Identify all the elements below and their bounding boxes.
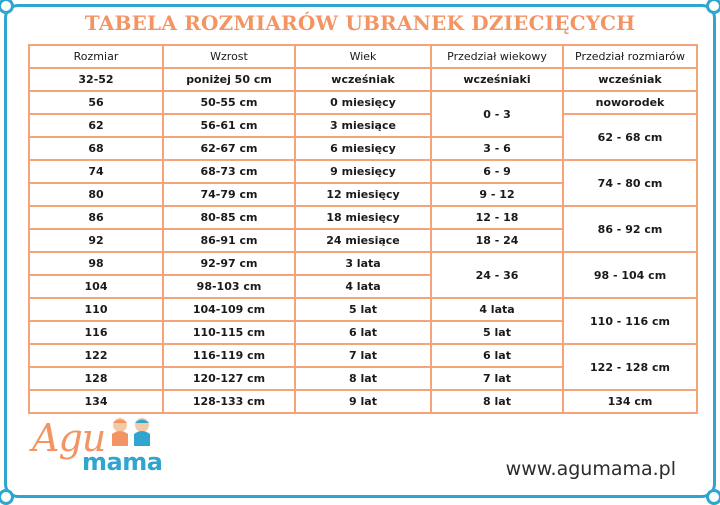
height-cell: 116-119 cm [163,344,295,367]
table-row [29,298,697,321]
age-cell: 18 miesięcy [295,206,431,229]
age-cell: 6 miesięcy [295,137,431,160]
table-row [29,252,697,275]
size-range-cell: 98 - 104 cm [563,252,697,298]
age-range-cell: 6 lat [431,344,563,367]
table-row [29,114,697,137]
column-header-size: Rozmiar [29,45,163,68]
height-cell: 62-67 cm [163,137,295,160]
age-cell: wcześniak [295,68,431,91]
size-cell: 68 [29,137,163,160]
height-cell: 68-73 cm [163,160,295,183]
babies-icon [106,416,156,450]
height-cell: poniżej 50 cm [163,68,295,91]
size-cell: 98 [29,252,163,275]
height-cell: 74-79 cm [163,183,295,206]
size-table [28,44,698,414]
height-cell: 86-91 cm [163,229,295,252]
logo-text-agu: Agu [32,416,106,460]
height-cell: 104-109 cm [163,298,295,321]
age-range-cell: 24 - 36 [431,252,563,298]
age-cell: 7 lat [295,344,431,367]
page-title: TABELA ROZMIARÓW UBRANEK DZIECIĘCYCH [84,11,636,35]
size-cell: 134 [29,390,163,413]
height-cell: 50-55 cm [163,91,295,114]
age-cell: 5 lat [295,298,431,321]
size-cell: 122 [29,344,163,367]
height-cell: 98-103 cm [163,275,295,298]
height-cell: 110-115 cm [163,321,295,344]
table-row [29,68,697,91]
age-cell: 0 miesięcy [295,91,431,114]
size-cell: 56 [29,91,163,114]
age-range-cell: 6 - 9 [431,160,563,183]
height-cell: 92-97 cm [163,252,295,275]
age-range-cell: 7 lat [431,367,563,390]
size-range-cell: 110 - 116 cm [563,298,697,344]
size-cell: 62 [29,114,163,137]
size-range-cell: 86 - 92 cm [563,206,697,252]
height-cell: 56-61 cm [163,114,295,137]
size-cell: 74 [29,160,163,183]
column-header-height: Wzrost [163,45,295,68]
table-header-row [29,45,697,68]
size-cell: 32-52 [29,68,163,91]
age-range-cell: 5 lat [431,321,563,344]
age-cell: 12 miesięcy [295,183,431,206]
age-range-cell: wcześniaki [431,68,563,91]
size-cell: 92 [29,229,163,252]
age-range-cell: 18 - 24 [431,229,563,252]
column-header-size-range: Przedział rozmiarów [563,45,697,68]
website-url[interactable]: www.agumama.pl [505,458,676,480]
age-cell: 9 miesięcy [295,160,431,183]
logo-text-mama: mama [82,448,163,476]
height-cell: 128-133 cm [163,390,295,413]
height-cell: 80-85 cm [163,206,295,229]
height-cell: 120-127 cm [163,367,295,390]
age-cell: 8 lat [295,367,431,390]
agumama-logo[interactable] [26,414,166,486]
size-cell: 86 [29,206,163,229]
size-range-cell: 62 - 68 cm [563,114,697,160]
age-range-cell: 4 lata [431,298,563,321]
size-range-cell: 74 - 80 cm [563,160,697,206]
table-row [29,344,697,367]
column-header-age: Wiek [295,45,431,68]
size-cell: 80 [29,183,163,206]
age-cell: 24 miesiące [295,229,431,252]
size-cell: 116 [29,321,163,344]
age-range-cell: 8 lat [431,390,563,413]
size-range-cell: 134 cm [563,390,697,413]
table-row [29,206,697,229]
size-range-cell: 122 - 128 cm [563,344,697,390]
size-range-cell: noworodek [563,91,697,114]
age-cell: 3 miesiące [295,114,431,137]
age-cell: 6 lat [295,321,431,344]
table-row [29,91,697,114]
age-range-cell: 9 - 12 [431,183,563,206]
table-row [29,160,697,183]
size-cell: 110 [29,298,163,321]
age-cell: 3 lata [295,252,431,275]
column-header-age-range: Przedział wiekowy [431,45,563,68]
size-cell: 128 [29,367,163,390]
table-row [29,390,697,413]
age-range-cell: 3 - 6 [431,137,563,160]
age-range-cell: 12 - 18 [431,206,563,229]
age-cell: 9 lat [295,390,431,413]
age-cell: 4 lata [295,275,431,298]
size-range-cell: wcześniak [563,68,697,91]
size-cell: 104 [29,275,163,298]
age-range-cell: 0 - 3 [431,91,563,137]
